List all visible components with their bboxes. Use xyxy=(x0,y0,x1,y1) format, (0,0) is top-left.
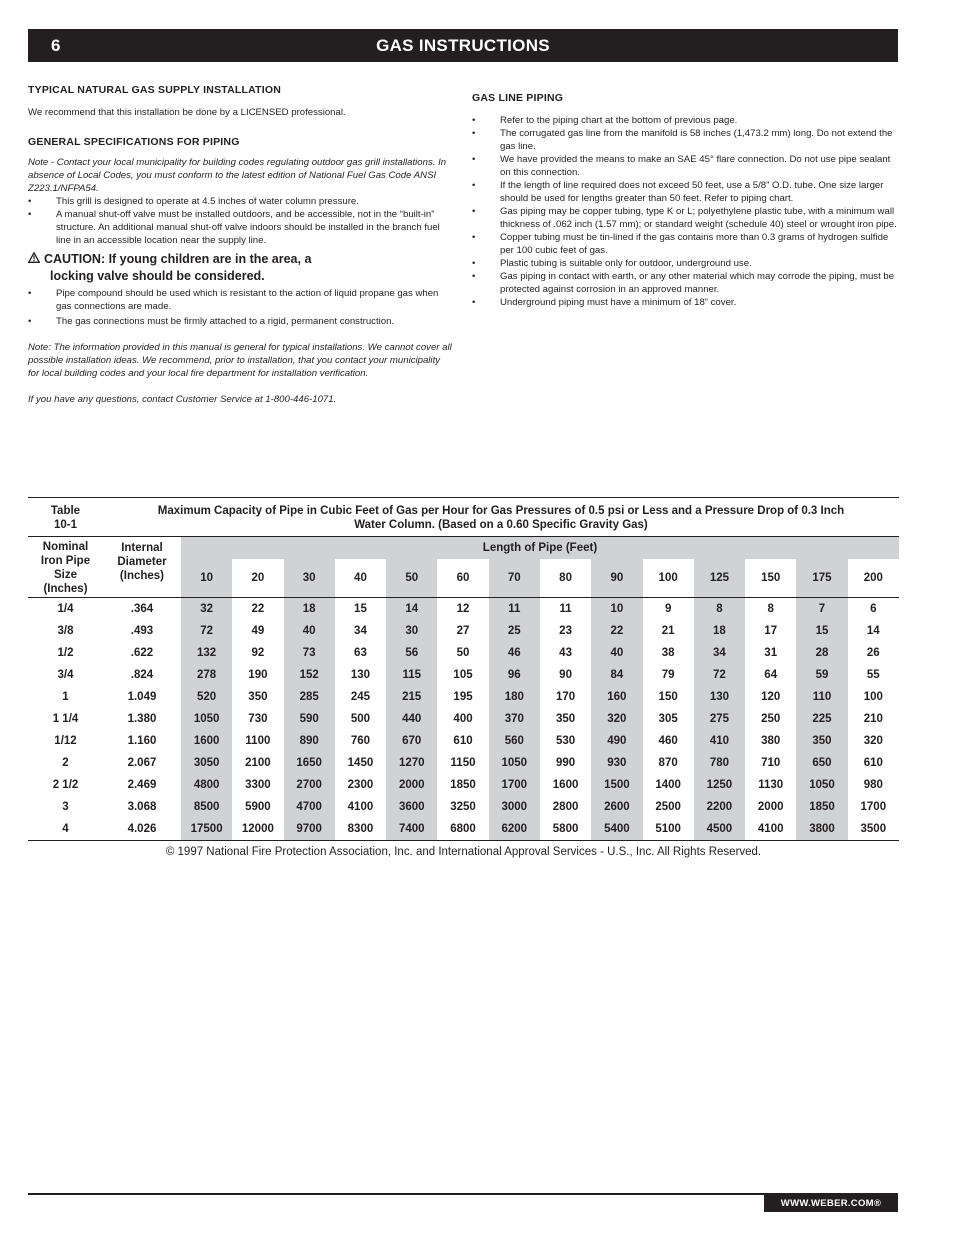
table-row xyxy=(28,818,899,841)
capacity-cell: 50 xyxy=(456,647,470,659)
capacity-cell: 2500 xyxy=(655,801,681,813)
gas-line-bullet-list xyxy=(472,114,898,309)
list-item: • The gas connections must be firmly attached to a rigid, permanent construction. xyxy=(28,315,452,328)
capacity-cell: 12 xyxy=(456,603,470,615)
capacity-cell: 34 xyxy=(354,625,367,637)
left-column xyxy=(28,84,452,406)
capacity-cell: 2200 xyxy=(694,796,745,818)
capacity-cell: 278 xyxy=(181,664,232,686)
pipe-size-cell: 3/8 xyxy=(57,625,74,637)
capacity-cell: 14 xyxy=(386,598,437,621)
capacity-cell: 1050 xyxy=(181,708,232,730)
spec-bullet-list xyxy=(28,195,452,247)
table-row xyxy=(28,796,899,818)
capacity-cell: 49 xyxy=(251,625,265,637)
capacity-cell: 730 xyxy=(248,713,268,725)
section-heading-gas-line: GAS LINE PIPING xyxy=(472,92,564,104)
diameter-cell: 1.049 xyxy=(127,691,157,703)
capacity-cell: 56 xyxy=(386,642,437,664)
capacity-cell: 3600 xyxy=(386,796,437,818)
capacity-cell: 1700 xyxy=(489,774,540,796)
capacity-cell: 4500 xyxy=(694,818,745,841)
capacity-cell: 990 xyxy=(555,757,576,769)
capacity-cell: 1500 xyxy=(591,774,642,796)
capacity-cell: 1850 xyxy=(796,796,847,818)
capacity-cell: 11 xyxy=(559,603,572,615)
capacity-cell: 5900 xyxy=(245,801,271,813)
length-header-cell: 80 xyxy=(540,559,591,598)
list-item: • The corrugated gas line from the manifold is 58 inches (1,473.2 mm) long. Do not extend the gas line. xyxy=(472,127,898,153)
capacity-cell: 6200 xyxy=(489,818,540,841)
capacity-cell: 9700 xyxy=(284,818,335,841)
length-header-cell: 20 xyxy=(232,559,283,598)
length-header-cell: 100 xyxy=(643,559,694,598)
capacity-cell: 10 xyxy=(591,598,642,621)
capacity-cell: 17500 xyxy=(181,818,232,841)
capacity-cell: 28 xyxy=(796,642,847,664)
capacity-cell: 250 xyxy=(761,713,781,725)
capacity-cell: 320 xyxy=(591,708,642,730)
capacity-cell: 670 xyxy=(386,730,437,752)
capacity-cell: 980 xyxy=(863,779,883,791)
capacity-cell: 22 xyxy=(251,603,265,615)
capacity-cell: 73 xyxy=(284,642,335,664)
capacity-cell: 17 xyxy=(764,625,778,637)
connection-bullet-list xyxy=(28,287,452,328)
capacity-cell: 2100 xyxy=(245,757,271,769)
capacity-cell: 6800 xyxy=(437,818,488,841)
length-header-cell: 60 xyxy=(437,559,488,598)
table-row xyxy=(28,752,899,774)
capacity-cell: 72 xyxy=(694,664,745,686)
col-header-internal-diameter: Internal Diameter (Inches) xyxy=(103,537,181,598)
col-header-length: Length of Pipe (Feet) xyxy=(181,537,899,560)
length-header-cell: 150 xyxy=(745,559,796,598)
capacity-cell: 59 xyxy=(796,664,847,686)
right-column xyxy=(472,92,898,309)
capacity-cell: 1650 xyxy=(284,752,335,774)
capacity-cell: 460 xyxy=(658,735,678,747)
pipe-size-cell: 2 1/2 xyxy=(52,779,79,791)
capacity-cell: 890 xyxy=(284,730,335,752)
diameter-cell: 1.160 xyxy=(127,735,157,747)
capacity-cell: 1600 xyxy=(181,730,232,752)
capacity-cell: 130 xyxy=(350,669,371,681)
capacity-cell: 370 xyxy=(489,708,540,730)
capacity-cell: 440 xyxy=(386,708,437,730)
list-item: • Pipe compound should be used which is resistant to the action of liquid propane gas when gas connections are made. xyxy=(28,287,452,313)
capacity-cell: 1450 xyxy=(347,757,374,769)
pipe-size-cell: 1 1/4 xyxy=(52,713,79,725)
table-row xyxy=(28,598,899,621)
diameter-cell: .622 xyxy=(130,647,154,659)
capacity-cell: 4100 xyxy=(745,818,796,841)
capacity-cell: 195 xyxy=(453,691,473,703)
capacity-cell: 27 xyxy=(456,625,470,637)
capacity-cell: 2000 xyxy=(386,774,437,796)
capacity-cell: 11 xyxy=(489,598,540,621)
capacity-cell: 1150 xyxy=(450,757,476,769)
capacity-cell: 215 xyxy=(386,686,437,708)
capacity-cell: 120 xyxy=(761,691,781,703)
capacity-cell: 30 xyxy=(386,620,437,642)
capacity-cell: 1050 xyxy=(489,752,540,774)
length-header-cell: 50 xyxy=(386,559,437,598)
capacity-cell: 2600 xyxy=(591,796,642,818)
capacity-cell: 8300 xyxy=(335,818,386,841)
length-header-cell: 30 xyxy=(284,559,335,598)
capacity-cell: 84 xyxy=(591,664,642,686)
capacity-cell: 2300 xyxy=(347,779,374,791)
capacity-cell: 12000 xyxy=(232,818,283,841)
copyright-notice: © 1997 National Fire Protection Association, Inc. and International Approval Services - U.S., Inc. All Rights Reserved. xyxy=(165,846,762,858)
capacity-cell: 3000 xyxy=(489,796,540,818)
capacity-cell: 285 xyxy=(284,686,335,708)
caution-notice xyxy=(28,251,452,285)
capacity-cell: 5800 xyxy=(540,818,591,841)
pipe-capacity-table xyxy=(28,497,899,841)
footer-url: WWW.WEBER.COM® xyxy=(764,1195,898,1212)
capacity-cell: 3800 xyxy=(796,818,847,841)
capacity-cell: 780 xyxy=(694,752,745,774)
length-header-cell: 70 xyxy=(489,559,540,598)
page-title: GAS INSTRUCTIONS xyxy=(376,36,550,55)
capacity-cell: 1270 xyxy=(386,752,437,774)
capacity-cell: 38 xyxy=(661,647,675,659)
diameter-cell: 3.068 xyxy=(127,801,157,813)
length-header-cell: 40 xyxy=(335,559,386,598)
capacity-cell: 150 xyxy=(658,691,678,703)
capacity-cell: 3500 xyxy=(848,818,899,841)
capacity-cell: 4800 xyxy=(181,774,232,796)
diameter-cell: .364 xyxy=(130,603,154,615)
capacity-cell: 1700 xyxy=(860,801,887,813)
capacity-cell: 490 xyxy=(591,730,642,752)
capacity-cell: 520 xyxy=(181,686,232,708)
capacity-cell: 1100 xyxy=(245,735,271,747)
capacity-cell: 18 xyxy=(284,598,335,621)
capacity-cell: 930 xyxy=(591,752,642,774)
capacity-cell: 5100 xyxy=(643,818,694,841)
capacity-cell: 110 xyxy=(796,686,847,708)
capacity-cell: 8 xyxy=(767,603,774,615)
capacity-cell: 2800 xyxy=(552,801,579,813)
capacity-cell: 2000 xyxy=(757,801,784,813)
pipe-size-cell: 1/4 xyxy=(57,603,74,615)
capacity-cell: 7 xyxy=(796,598,847,621)
pipe-size-cell: 2 xyxy=(62,757,69,769)
capacity-cell: 160 xyxy=(591,686,642,708)
capacity-cell: 18 xyxy=(694,620,745,642)
table-row xyxy=(28,686,899,708)
list-item: • This grill is designed to operate at 4.5 inches of water column pressure. xyxy=(28,195,452,208)
caution-text-line1: CAUTION: If young children are in the area, a xyxy=(44,252,312,266)
capacity-cell: 350 xyxy=(555,713,576,725)
capacity-cell: 3250 xyxy=(450,801,476,813)
length-header-cell: 10 xyxy=(181,559,232,598)
list-item: • Plastic tubing is suitable only for outdoor, underground use. xyxy=(472,257,898,270)
page-number: 6 xyxy=(51,36,61,55)
capacity-cell: 43 xyxy=(559,647,572,659)
list-item: • Copper tubing must be tin-lined if the gas contains more than 0.3 grams of hydrogen sulfide per 100 cubic feet of gas. xyxy=(472,231,898,257)
capacity-cell: 32 xyxy=(181,598,232,621)
pipe-size-cell: 1 xyxy=(62,691,69,703)
capacity-cell: 40 xyxy=(591,642,642,664)
capacity-cell: 1600 xyxy=(552,779,579,791)
capacity-cell: 5400 xyxy=(591,818,642,841)
capacity-cell: 130 xyxy=(694,686,745,708)
capacity-cell: 1850 xyxy=(450,779,476,791)
diameter-cell: 2.469 xyxy=(127,779,157,791)
list-item: • Refer to the piping chart at the bottom of previous page. xyxy=(472,114,898,127)
capacity-cell: 90 xyxy=(559,669,572,681)
capacity-cell: 152 xyxy=(284,664,335,686)
capacity-cell: 105 xyxy=(453,669,473,681)
capacity-cell: 400 xyxy=(453,713,473,725)
capacity-cell: 100 xyxy=(863,691,883,703)
section-heading-specs: GENERAL SPECIFICATIONS FOR PIPING xyxy=(28,136,240,148)
list-item: • Gas piping may be copper tubing, type K or L; polyethylene plastic tube, with a minimum wall thickness of .062 inch (1.57 mm); or standard weight (schedule 40) steel or wrought iron pipe. xyxy=(472,205,898,231)
capacity-cell: 9 xyxy=(664,603,672,615)
capacity-cell: 305 xyxy=(658,713,678,725)
list-item: • A manual shut-off valve must be installed outdoors, and be accessible, not in the “built-in” structure. An additional manual shut-off valve indoors should be installed in the branch fuel line in an accessible location near the supply line. xyxy=(28,208,452,247)
list-item: • If the length of line required does not exceed 50 feet, use a 5/8” O.D. tube. One size larger should be used for lengths greater than 50 feet. Refer to piping chart. xyxy=(472,179,898,205)
warning-icon xyxy=(28,251,41,268)
table-row xyxy=(28,708,899,730)
codes-note: Note - Contact your local municipality for building codes regulating outdoor gas grill installations. In absence of Local Codes, you must conform to the latest edition of National Fuel Gas Code ANSI Z223.1/NFPA54. xyxy=(28,157,447,194)
capacity-cell: 46 xyxy=(489,642,540,664)
capacity-cell: 7400 xyxy=(386,818,437,841)
capacity-cell: 170 xyxy=(555,691,576,703)
capacity-cell: 25 xyxy=(489,620,540,642)
table-row xyxy=(28,664,899,686)
section-heading-supply: TYPICAL NATURAL GAS SUPPLY INSTALLATION xyxy=(28,84,282,96)
capacity-cell: 115 xyxy=(386,664,437,686)
capacity-cell: 4100 xyxy=(347,801,374,813)
table-row xyxy=(28,774,899,796)
capacity-cell: 132 xyxy=(181,642,232,664)
capacity-cell: 1050 xyxy=(796,774,847,796)
capacity-cell: 610 xyxy=(863,757,883,769)
capacity-cell: 350 xyxy=(248,691,268,703)
capacity-cell: 2700 xyxy=(284,774,335,796)
capacity-cell: 3300 xyxy=(245,779,271,791)
length-header-cell: 175 xyxy=(796,559,847,598)
diameter-cell: 1.380 xyxy=(127,713,157,725)
capacity-cell: 530 xyxy=(555,735,576,747)
capacity-cell: 710 xyxy=(761,757,781,769)
diameter-cell: 4.026 xyxy=(103,818,181,841)
capacity-cell: 34 xyxy=(694,642,745,664)
capacity-cell: 410 xyxy=(694,730,745,752)
capacity-cell: 31 xyxy=(764,647,778,659)
pipe-size-cell: 4 xyxy=(28,818,103,841)
pipe-size-cell: 1/12 xyxy=(54,735,77,747)
list-item: • We have provided the means to make an SAE 45° flare connection. Do not use pipe sealant on this connection. xyxy=(472,153,898,179)
pipe-size-cell: 3 xyxy=(62,801,69,813)
capacity-cell: 590 xyxy=(284,708,335,730)
diameter-cell: .493 xyxy=(130,625,154,637)
table-row xyxy=(28,642,899,664)
table-row xyxy=(28,620,899,642)
capacity-cell: 180 xyxy=(489,686,540,708)
capacity-cell: 96 xyxy=(489,664,540,686)
capacity-cell: 14 xyxy=(866,625,880,637)
col-header-nominal-size: Nominal Iron Pipe Size (Inches) xyxy=(28,537,103,598)
list-item: • Underground piping must have a minimum of 18” cover. xyxy=(472,296,898,309)
capacity-cell: 92 xyxy=(251,647,265,659)
capacity-cell: 63 xyxy=(354,647,367,659)
table-body xyxy=(28,598,899,841)
capacity-cell: 1250 xyxy=(694,774,745,796)
length-header-cell: 125 xyxy=(694,559,745,598)
pipe-size-cell: 1/2 xyxy=(57,647,74,659)
capacity-cell: 40 xyxy=(284,620,335,642)
table-row xyxy=(28,730,899,752)
licensed-note: We recommend that this installation be done by a LICENSED professional. xyxy=(28,107,346,118)
capacity-cell: 275 xyxy=(694,708,745,730)
capacity-cell: 79 xyxy=(661,669,675,681)
capacity-cell: 1400 xyxy=(655,779,681,791)
diameter-cell: 2.067 xyxy=(127,757,157,769)
page-header xyxy=(28,29,898,62)
capacity-cell: 21 xyxy=(661,625,675,637)
customer-service-note: If you have any questions, contact Customer Service at 1-800-446-1071. xyxy=(28,394,337,405)
capacity-cell: 610 xyxy=(453,735,473,747)
capacity-cell: 560 xyxy=(489,730,540,752)
caution-text-line2: locking valve should be considered. xyxy=(50,269,265,283)
capacity-cell: 3050 xyxy=(181,752,232,774)
length-header-cell: 200 xyxy=(848,559,899,598)
capacity-cell: 15 xyxy=(354,603,367,615)
pipe-size-cell: 3/4 xyxy=(57,669,74,681)
length-header-cell: 90 xyxy=(591,559,642,598)
table-caption: Maximum Capacity of Pipe in Cubic Feet of Gas per Hour for Gas Pressures of 0.5 psi or Less and a Pressure Drop of 0.3 Inch Water Column. (Based on a 0.60 Specific Gravity Gas) xyxy=(103,498,899,537)
capacity-cell: 64 xyxy=(764,669,778,681)
capacity-cell: 72 xyxy=(181,620,232,642)
capacity-cell: 760 xyxy=(350,735,371,747)
capacity-cell: 245 xyxy=(350,691,371,703)
list-item: • Gas piping in contact with earth, or any other material which may corrode the piping, must be protected against corrosion in an approved manner. xyxy=(472,270,898,296)
capacity-cell: 55 xyxy=(866,669,880,681)
capacity-cell: 320 xyxy=(863,735,883,747)
capacity-cell: 190 xyxy=(248,669,268,681)
capacity-cell: 6 xyxy=(870,603,877,615)
capacity-cell: 1130 xyxy=(758,779,784,791)
capacity-cell: 23 xyxy=(559,625,572,637)
capacity-cell: 500 xyxy=(350,713,371,725)
capacity-cell: 15 xyxy=(796,620,847,642)
diameter-cell: .824 xyxy=(130,669,154,681)
capacity-cell: 350 xyxy=(796,730,847,752)
installation-note: Note: The information provided in this manual is general for typical installations. We cannot cover all possible installation ideas. We recommend, prior to installation, that you contact your municipality for local building codes and your local fire department for installation verification. xyxy=(28,342,452,379)
table-label: Table 10-1 xyxy=(28,498,103,537)
capacity-cell: 380 xyxy=(761,735,781,747)
capacity-cell: 870 xyxy=(658,757,678,769)
capacity-cell: 225 xyxy=(796,708,847,730)
capacity-cell: 26 xyxy=(866,647,880,659)
capacity-cell: 210 xyxy=(863,713,883,725)
capacity-cell: 8 xyxy=(694,598,745,621)
capacity-cell: 22 xyxy=(591,620,642,642)
capacity-cell: 4700 xyxy=(284,796,335,818)
capacity-cell: 8500 xyxy=(181,796,232,818)
capacity-cell: 650 xyxy=(796,752,847,774)
